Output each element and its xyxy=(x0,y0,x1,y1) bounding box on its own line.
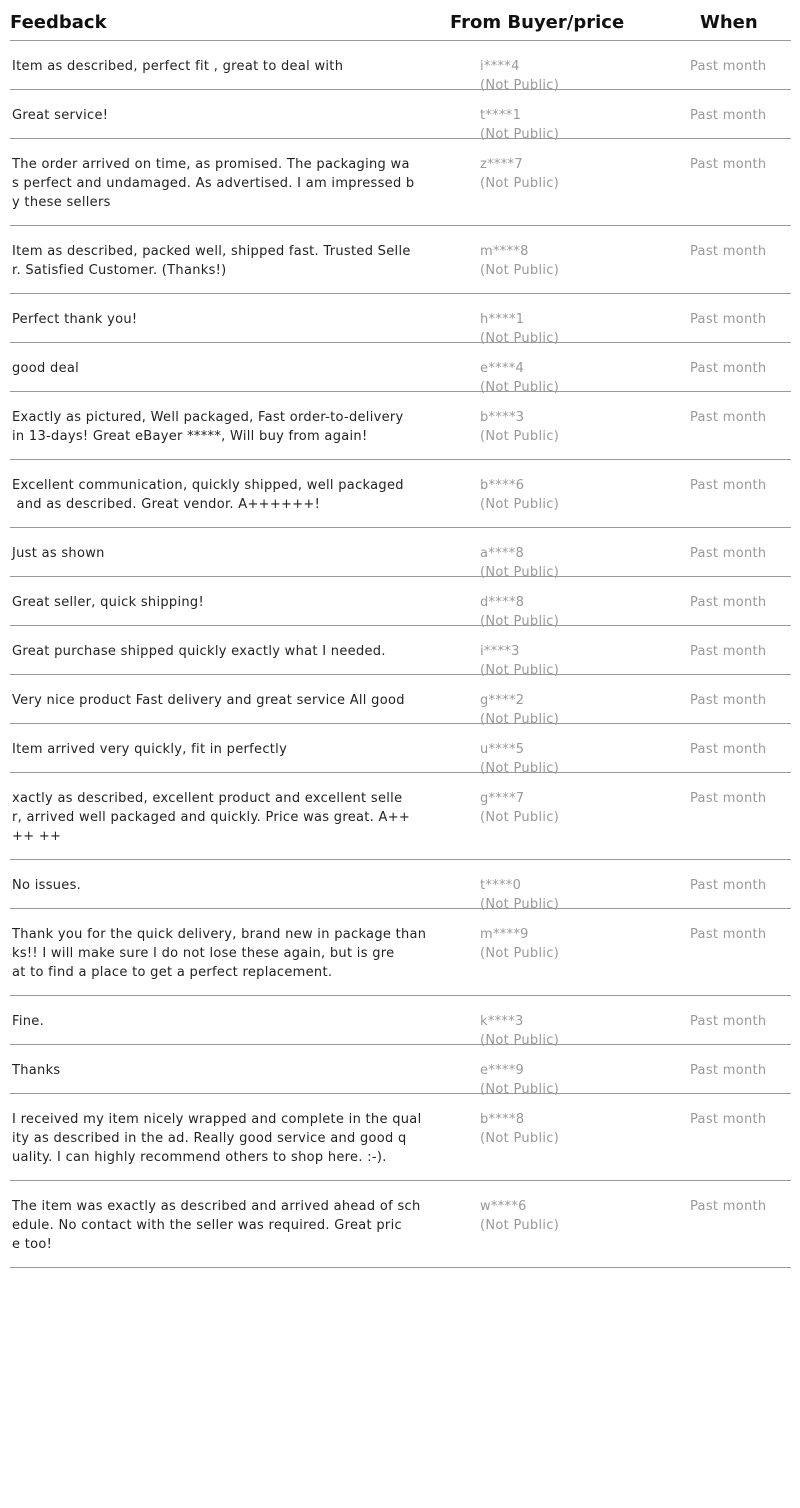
buyer-id: e****4 xyxy=(480,361,525,376)
feedback-date: Past month xyxy=(690,1199,767,1214)
buyer-id: b****6 xyxy=(480,478,525,493)
table-header xyxy=(10,0,791,41)
table-row xyxy=(10,294,791,346)
feedback-date: Past month xyxy=(690,108,767,123)
feedback-comment: Exactly as pictured, Well packaged, Fast order-to-delivery in 13-days! Great eBayer *****, Will buy from again! xyxy=(12,410,404,444)
buyer-privacy: (Not Public) xyxy=(480,127,560,142)
buyer-id: d****8 xyxy=(480,595,525,610)
feedback-date: Past month xyxy=(690,791,767,806)
feedback-date: Past month xyxy=(690,1112,767,1127)
buyer-info xyxy=(480,408,559,446)
feedback-date: Past month xyxy=(690,742,767,757)
feedback-date: Past month xyxy=(690,410,767,425)
buyer-privacy: (Not Public) xyxy=(480,1082,560,1097)
feedback-date: Past month xyxy=(690,595,767,610)
feedback-table xyxy=(10,0,791,1268)
buyer-id: b****3 xyxy=(480,410,525,425)
feedback-date: Past month xyxy=(690,1014,767,1029)
table-row xyxy=(10,1181,791,1268)
feedback-comment: Item as described, perfect fit , great to deal with xyxy=(12,59,344,74)
feedback-date: Past month xyxy=(690,1063,767,1078)
table-row xyxy=(10,773,791,860)
feedback-comment: No issues. xyxy=(12,878,82,893)
buyer-privacy: (Not Public) xyxy=(480,497,560,512)
buyer-privacy: (Not Public) xyxy=(480,810,560,825)
feedback-date: Past month xyxy=(690,644,767,659)
buyer-privacy: (Not Public) xyxy=(480,712,560,727)
buyer-info xyxy=(480,476,559,514)
feedback-comment: Item arrived very quickly, fit in perfectly xyxy=(12,742,288,757)
buyer-privacy: (Not Public) xyxy=(480,565,560,580)
feedback-comment: Item as described, packed well, shipped fast. Trusted Selle r. Satisfied Customer. (Thanks!) xyxy=(12,244,411,278)
buyer-privacy: (Not Public) xyxy=(480,1131,560,1146)
table-row xyxy=(10,724,791,776)
buyer-id: i****3 xyxy=(480,644,520,659)
feedback-comment: Perfect thank you! xyxy=(12,312,138,327)
buyer-id: g****7 xyxy=(480,791,525,806)
buyer-info xyxy=(480,1110,559,1148)
table-row xyxy=(10,90,791,142)
buyer-id: w****6 xyxy=(480,1199,527,1214)
feedback-comment: Great service! xyxy=(12,108,109,123)
column-header-when[interactable]: When xyxy=(700,12,758,33)
feedback-comment: Thank you for the quick delivery, brand new in package than ks!! I will make sure I do not lose these again, but is gre at to find a place to get a perfect replacement. xyxy=(12,927,427,980)
buyer-id: t****0 xyxy=(480,878,522,893)
feedback-date: Past month xyxy=(690,361,767,376)
buyer-id: t****1 xyxy=(480,108,522,123)
feedback-date: Past month xyxy=(690,478,767,493)
feedback-date: Past month xyxy=(690,312,767,327)
buyer-privacy: (Not Public) xyxy=(480,897,560,912)
feedback-date: Past month xyxy=(690,157,767,172)
buyer-info xyxy=(480,242,559,280)
buyer-info xyxy=(480,1197,559,1235)
buyer-privacy: (Not Public) xyxy=(480,380,560,395)
buyer-privacy: (Not Public) xyxy=(480,429,560,444)
feedback-comment: Very nice product Fast delivery and great service All good xyxy=(12,693,405,708)
buyer-id: u****5 xyxy=(480,742,525,757)
table-row xyxy=(10,860,791,912)
buyer-info xyxy=(480,789,559,827)
buyer-id: g****2 xyxy=(480,693,525,708)
table-row xyxy=(10,577,791,629)
buyer-id: z****7 xyxy=(480,157,523,172)
feedback-comment: Just as shown xyxy=(12,546,105,561)
column-header-feedback[interactable]: Feedback xyxy=(10,12,107,33)
feedback-date: Past month xyxy=(690,244,767,259)
table-row xyxy=(10,460,791,528)
feedback-comment: Excellent communication, quickly shipped, well packaged and as described. Great vendor. A++++++! xyxy=(12,478,404,512)
buyer-privacy: (Not Public) xyxy=(480,176,560,191)
feedback-date: Past month xyxy=(690,878,767,893)
table-row xyxy=(10,343,791,395)
table-row xyxy=(10,226,791,294)
buyer-privacy: (Not Public) xyxy=(480,1033,560,1048)
feedback-comment: The item was exactly as described and arrived ahead of sch edule. No contact with the seller was required. Great pric e too! xyxy=(12,1199,421,1252)
feedback-comment: good deal xyxy=(12,361,80,376)
buyer-id: b****8 xyxy=(480,1112,525,1127)
feedback-date: Past month xyxy=(690,59,767,74)
buyer-privacy: (Not Public) xyxy=(480,263,560,278)
table-row xyxy=(10,139,791,226)
table-row xyxy=(10,1094,791,1181)
buyer-privacy: (Not Public) xyxy=(480,78,560,93)
feedback-comment: The order arrived on time, as promised. The packaging wa s perfect and undamaged. As advertised. I am impressed b y these sellers xyxy=(12,157,415,210)
buyer-id: i****4 xyxy=(480,59,520,74)
buyer-privacy: (Not Public) xyxy=(480,331,560,346)
table-row xyxy=(10,41,791,93)
buyer-id: a****8 xyxy=(480,546,525,561)
feedback-date: Past month xyxy=(690,927,767,942)
feedback-comment: Fine. xyxy=(12,1014,45,1029)
feedback-comment: xactly as described, excellent product and excellent selle r, arrived well packaged and quickly. Price was great. A++ ++ ++ xyxy=(12,791,411,844)
buyer-id: m****9 xyxy=(480,927,529,942)
feedback-comment: Thanks xyxy=(12,1063,61,1078)
buyer-info xyxy=(480,155,559,193)
buyer-privacy: (Not Public) xyxy=(480,614,560,629)
buyer-id: h****1 xyxy=(480,312,525,327)
buyer-id: e****9 xyxy=(480,1063,525,1078)
buyer-info xyxy=(480,925,559,963)
table-row xyxy=(10,1045,791,1097)
buyer-privacy: (Not Public) xyxy=(480,761,560,776)
feedback-comment: Great purchase shipped quickly exactly what I needed. xyxy=(12,644,386,659)
feedback-date: Past month xyxy=(690,693,767,708)
feedback-comment: Great seller, quick shipping! xyxy=(12,595,204,610)
table-row xyxy=(10,626,791,678)
table-row xyxy=(10,392,791,460)
table-row xyxy=(10,528,791,580)
buyer-id: k****3 xyxy=(480,1014,524,1029)
column-header-buyer[interactable]: From Buyer/price xyxy=(450,12,625,33)
table-row xyxy=(10,909,791,996)
buyer-privacy: (Not Public) xyxy=(480,946,560,961)
buyer-privacy: (Not Public) xyxy=(480,1218,560,1233)
table-row xyxy=(10,996,791,1048)
table-row xyxy=(10,675,791,727)
feedback-comment: I received my item nicely wrapped and complete in the qual ity as described in the ad. Really good service and good q uality. I can highly recommend others to shop here. :-). xyxy=(12,1112,422,1165)
feedback-date: Past month xyxy=(690,546,767,561)
buyer-id: m****8 xyxy=(480,244,529,259)
buyer-privacy: (Not Public) xyxy=(480,663,560,678)
